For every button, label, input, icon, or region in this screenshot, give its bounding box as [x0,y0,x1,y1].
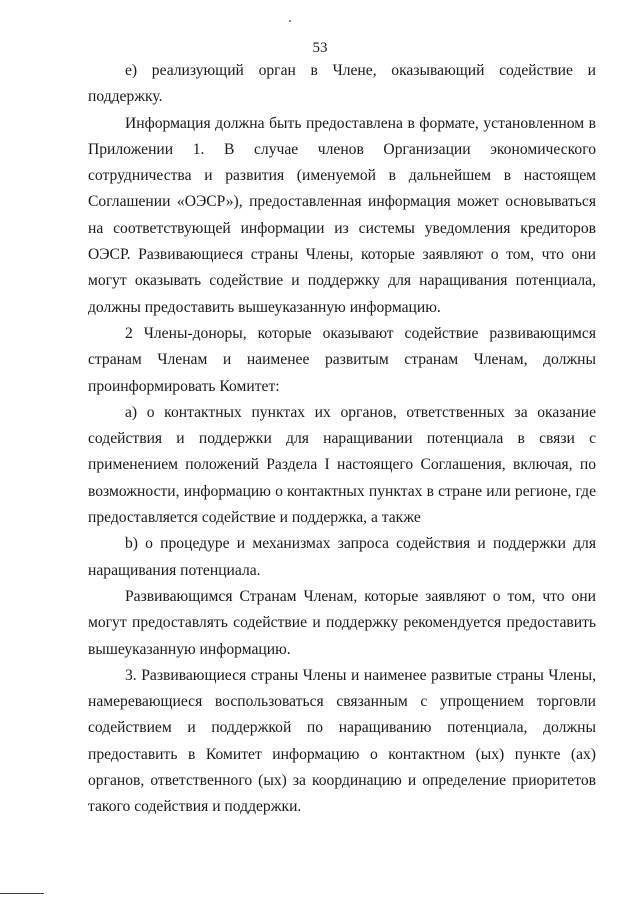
document-body [88,58,596,821]
paragraph-item-e: е) реализующий орган в Члене, оказывающий содействие и поддержку. [88,62,596,106]
paragraph-3-developing-and-least-developed: 3. Развивающиеся страны Члены и наименее развитые страны Члены, намеревающиеся воспользоваться связанным с упрощением торговли содействием и поддержкой по наращиванию потенциала, должны предоставить в Комитет информацию о контактном (ых) пункте (ах) органов, ответственного (ых) за координацию и определение приоритетов такого содействия и поддержки. [88,666,596,816]
paragraph-information-format: Информация должна быть предоставлена в формате, установленном в Приложении 1. В случае членов Организации экономического сотрудничества и развития (именуемой в дальнейшем в настоящем Соглашении «ОЭСР»), предоставленная информация может основываться на соответствующей информации из системы уведомления кредиторов ОЭСР. Развивающиеся страны Члены, которые заявляют о том, что они могут оказывать содействие и поддержку для наращивания потенциала, должны предоставить вышеуказанную информацию. [88,114,596,316]
paragraph-developing-members: Развивающимся Странам Членам, которые заявляют о том, что они могут предоставлять содействие и поддержку рекомендуется предоставить вышеуказанную информацию. [88,587,596,658]
paragraph-donor-members: 2 Члены-доноры, которые оказывают содействие развивающимся странам Членам и наименее развитым странам Членам, должны проинформировать Комитет: [88,324,596,395]
page-number: 53 [312,40,328,56]
scan-speck [289,20,291,22]
footer-rule [0,893,44,894]
paragraph-item-b: b) о процедуре и механизмах запроса содействия и поддержки для наращивания потенциала. [88,535,596,579]
paragraph-item-a: а) о контактных пунктах их органов, ответственных за оказание содействия и поддержки для наращивании потенциала в связи с применением положений Раздела I настоящего Соглашения, включая, по возможности, информацию о контактных пунктах в стране или регионе, где предоставляется содействие и поддержка, а также [88,403,596,527]
